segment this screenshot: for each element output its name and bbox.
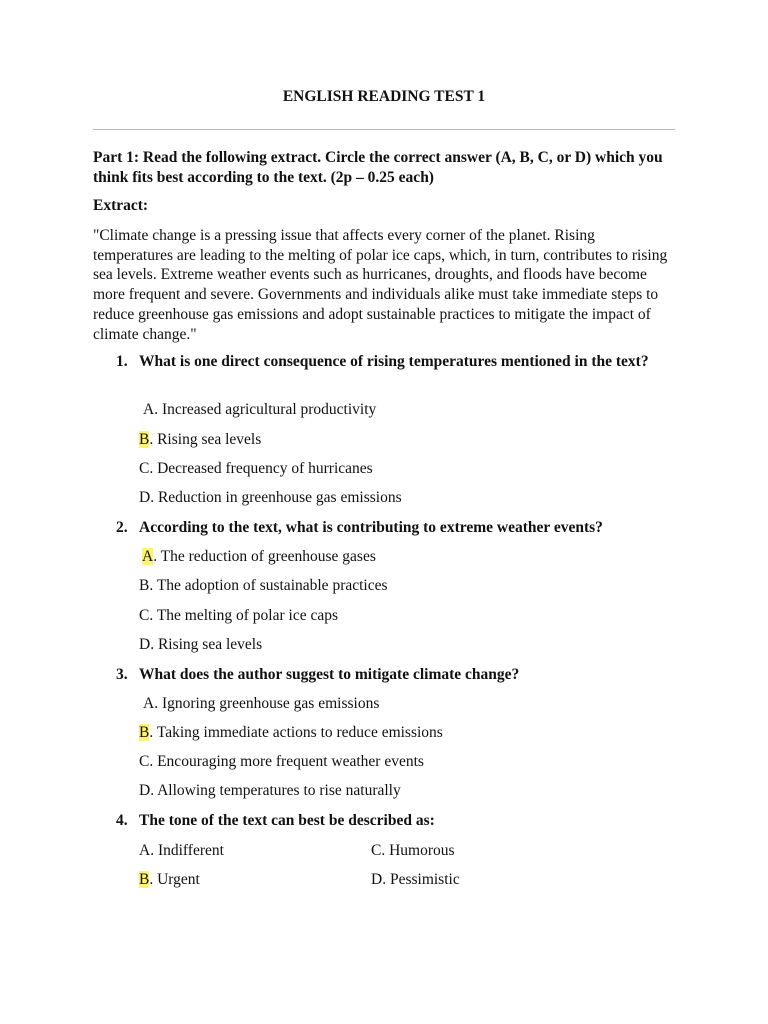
option-letter: B bbox=[139, 577, 150, 594]
answer-option[interactable] bbox=[139, 781, 401, 801]
answer-option[interactable] bbox=[371, 841, 455, 861]
question-number: 4. bbox=[116, 812, 128, 829]
answer-option[interactable] bbox=[139, 430, 261, 450]
option-letter: C bbox=[139, 607, 150, 624]
option-letter: C bbox=[139, 753, 150, 770]
answer-option[interactable] bbox=[139, 635, 262, 655]
part1-instructions: Part 1: Read the following extract. Circle the correct answer (A, B, C, or D) which you think fits best according to the text. (2p – 0.25 each) bbox=[93, 149, 663, 186]
option-letter-highlighted: B bbox=[139, 431, 150, 448]
answer-option[interactable] bbox=[139, 870, 200, 890]
option-letter: D bbox=[139, 782, 151, 799]
answer-option[interactable] bbox=[139, 841, 224, 861]
option-letter: C bbox=[139, 460, 150, 477]
answer-option[interactable] bbox=[143, 694, 379, 714]
option-letter: A bbox=[143, 695, 155, 712]
question-number: 2. bbox=[116, 519, 128, 536]
question-text: According to the text, what is contributing to extreme weather events? bbox=[139, 519, 603, 536]
answer-option[interactable] bbox=[139, 723, 443, 743]
option-text: . Allowing temperatures to rise naturally bbox=[150, 782, 401, 799]
option-text: . The adoption of sustainable practices bbox=[149, 577, 388, 594]
option-letter: D bbox=[371, 871, 383, 888]
option-letter: D bbox=[139, 636, 151, 653]
option-text: . Pessimistic bbox=[382, 871, 460, 888]
option-text: . The reduction of greenhouse gases bbox=[153, 548, 376, 565]
answer-option[interactable] bbox=[143, 400, 376, 420]
option-letter: D bbox=[139, 489, 151, 506]
option-letter-highlighted: B bbox=[139, 871, 150, 888]
option-text: . Urgent bbox=[149, 871, 200, 888]
option-text: . The melting of polar ice caps bbox=[149, 607, 339, 624]
option-letter: A bbox=[143, 401, 155, 418]
title-divider bbox=[93, 129, 675, 130]
extract-label: Extract: bbox=[93, 197, 149, 214]
answer-option[interactable] bbox=[371, 870, 460, 890]
option-text: . Indifferent bbox=[150, 842, 224, 859]
option-letter: C bbox=[371, 842, 382, 859]
option-text: . Ignoring greenhouse gas emissions bbox=[154, 695, 380, 712]
answer-option[interactable] bbox=[142, 547, 376, 567]
option-text: . Encouraging more frequent weather events bbox=[149, 753, 424, 770]
answer-option[interactable] bbox=[139, 459, 373, 479]
answer-option[interactable] bbox=[139, 488, 402, 508]
question-text: The tone of the text can best be described as: bbox=[139, 812, 435, 829]
question-number: 1. bbox=[116, 353, 128, 370]
option-letter-highlighted: B bbox=[139, 724, 150, 741]
answer-option[interactable] bbox=[139, 606, 338, 626]
question-text: What is one direct consequence of rising temperatures mentioned in the text? bbox=[139, 353, 649, 370]
option-text: . Reduction in greenhouse gas emissions bbox=[150, 489, 402, 506]
option-text: . Rising sea levels bbox=[150, 636, 263, 653]
extract-text: "Climate change is a pressing issue that affects every corner of the planet. Rising temperatures are leading to the melting of polar ice caps, which, in turn, contributes to rising sea levels. Extreme weather events such as hurricanes, droughts, and floods have become more frequent and severe. Governments and individuals alike must take immediate steps to reduce greenhouse gas emissions and adopt sustainable practices to mitigate the impact of climate change." bbox=[93, 227, 668, 343]
option-text: . Rising sea levels bbox=[149, 431, 262, 448]
option-text: . Taking immediate actions to reduce emissions bbox=[149, 724, 443, 741]
question-number: 3. bbox=[116, 666, 128, 683]
document-title: ENGLISH READING TEST 1 bbox=[282, 88, 486, 105]
question-text: What does the author suggest to mitigate climate change? bbox=[139, 666, 520, 683]
option-letter-highlighted: A bbox=[142, 548, 154, 565]
answer-option[interactable] bbox=[139, 752, 424, 772]
option-text: . Decreased frequency of hurricanes bbox=[149, 460, 373, 477]
option-letter: A bbox=[139, 842, 151, 859]
option-text: . Humorous bbox=[381, 842, 455, 859]
option-text: . Increased agricultural productivity bbox=[154, 401, 377, 418]
answer-option[interactable] bbox=[139, 576, 388, 596]
